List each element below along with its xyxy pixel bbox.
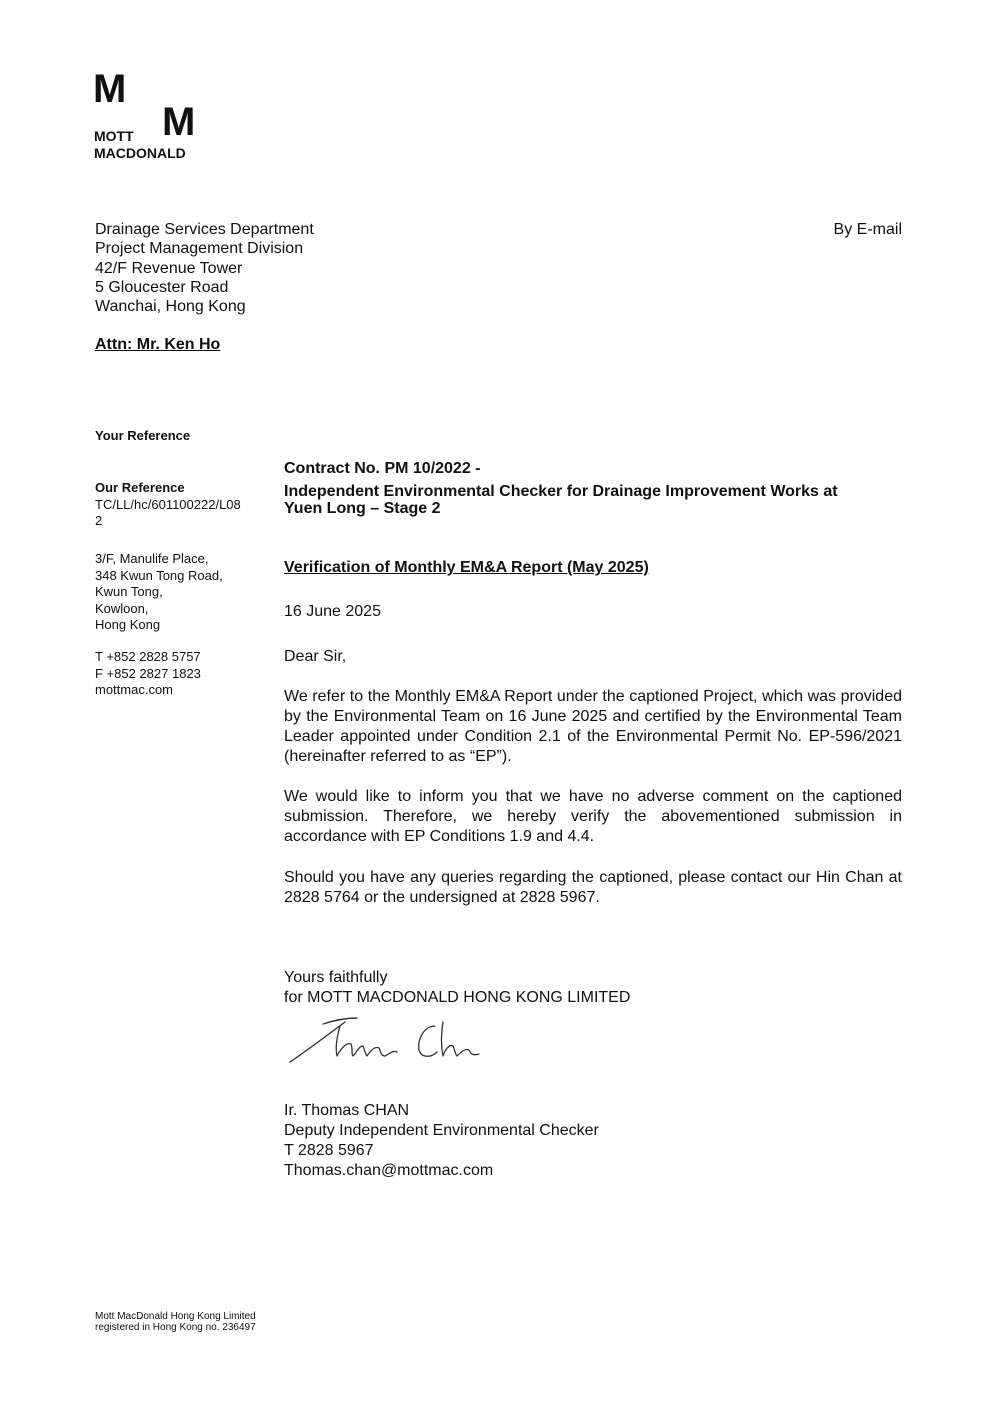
signatory-name: Ir. Thomas CHAN — [284, 1102, 410, 1119]
footer-company: Mott MacDonald Hong Kong Limited — [95, 1311, 256, 1322]
recipient-line: 42/F Revenue Tower — [95, 259, 243, 277]
office-fax: F +852 2827 1823 — [95, 665, 201, 681]
footer-registration: registered in Hong Kong no. 236497 — [95, 1322, 256, 1333]
closing-company: for MOTT MACDONALD HONG KONG LIMITED — [284, 989, 631, 1006]
logo-mark-bottom: M — [162, 100, 195, 144]
subject-title-line: Yuen Long – Stage 2 — [284, 500, 441, 517]
footer — [95, 1311, 256, 1333]
recipient-address — [95, 220, 314, 316]
contract-number: Contract No. PM 10/2022 - — [284, 460, 481, 477]
subject-title — [284, 483, 904, 517]
signatory-block — [284, 1101, 599, 1181]
office-address — [95, 551, 223, 634]
recipient-line: Wanchai, Hong Kong — [95, 298, 246, 316]
office-address-line: 348 Kwun Tong Road, — [95, 567, 223, 583]
paragraph-2: We would like to inform you that we have no adverse comment on the captioned submission. Therefore, we hereby verify the abovementioned submission in accordance with EP Conditions 1.9 and 4.4. — [284, 788, 902, 845]
paragraph-3: Should you have any queries regarding the captioned, please contact our Hin Chan at 2828 5764 or the undersigned at 2828 5967. — [284, 869, 902, 906]
closing-line: Yours faithfully — [284, 969, 388, 986]
delivery-method: By E-mail — [833, 221, 902, 238]
recipient-line: Project Management Division — [95, 240, 304, 258]
office-contact — [95, 649, 201, 699]
letter-date: 16 June 2025 — [284, 603, 381, 620]
logo-text — [94, 128, 186, 162]
office-address-line: Kwun Tong, — [95, 584, 163, 599]
signatory-email[interactable]: Thomas.chan@mottmac.com — [284, 1162, 494, 1179]
closing — [284, 968, 630, 1008]
salutation: Dear Sir, — [284, 648, 347, 665]
logo-mark-top: M — [93, 67, 126, 111]
office-address-line: Hong Kong — [95, 617, 161, 632]
office-address-line: Kowloon, — [95, 600, 149, 616]
our-reference-value: TC/LL/hc/601100222/L08 — [95, 496, 241, 512]
your-reference-label: Your Reference — [95, 428, 191, 443]
office-address-line: 3/F, Manulife Place, — [95, 551, 209, 566]
logo-line-2: MACDONALD — [94, 145, 186, 161]
recipient-line: Drainage Services Department — [95, 221, 314, 238]
subject-heading: Verification of Monthly EM&A Report (May 2025) — [284, 559, 649, 576]
our-reference-label: Our Reference — [95, 480, 185, 495]
office-phone: T +852 2828 5757 — [95, 649, 201, 664]
paragraph-1: We refer to the Monthly EM&A Report under the captioned Project, which was provided by the Environmental Team on 16 June 2025 and certified by the Environmental Team Leader appointed under Condition 2.1 of the Environmental Permit No. EP-596/2021 (hereinafter referred to as “EP”). — [284, 688, 902, 765]
handwritten-signature — [285, 1012, 495, 1072]
signatory-phone: T 2828 5967 — [284, 1142, 374, 1159]
our-reference-value: 2 — [95, 513, 103, 528]
our-reference — [95, 480, 265, 530]
attention-line: Attn: Mr. Ken Ho — [95, 336, 221, 353]
website-link[interactable]: mottmac.com — [95, 682, 174, 697]
logo-line-1: MOTT — [94, 128, 134, 144]
recipient-line: 5 Gloucester Road — [95, 278, 229, 296]
signatory-title: Deputy Independent Environmental Checker — [284, 1122, 599, 1139]
subject-title-line: Independent Environmental Checker for Drainage Improvement Works at — [284, 483, 838, 500]
